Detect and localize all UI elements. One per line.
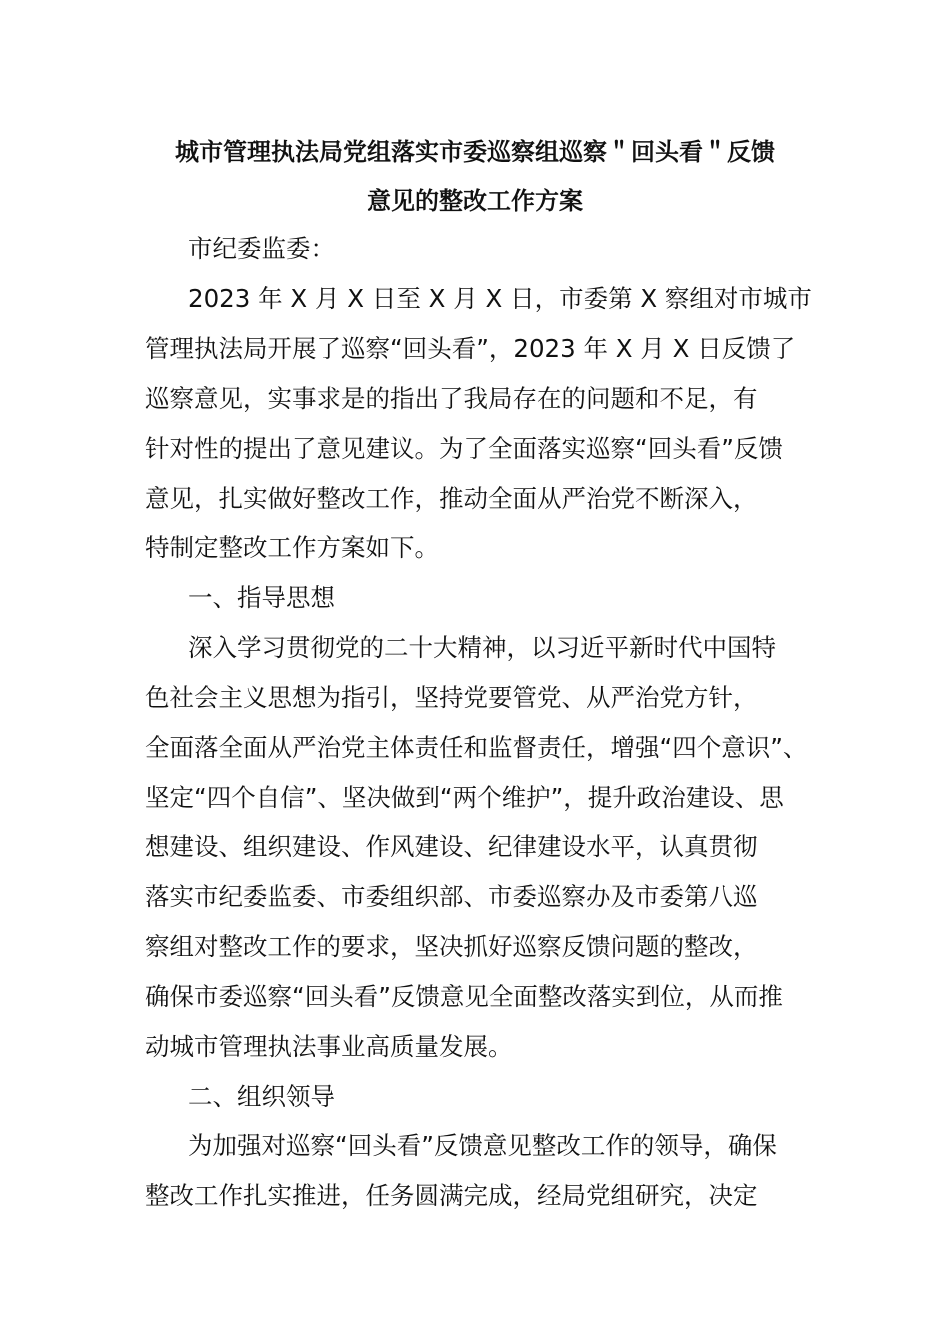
paragraph-line: 管理执法局开展了巡察“回头看”，2023 年 X 月 X 日反馈了 [145, 334, 796, 363]
paragraph-line: 确保市委巡察“回头看”反馈意见全面整改落实到位，从而推 [145, 982, 783, 1011]
paragraph-line: 深入学习贯彻党的二十大精神，以习近平新时代中国特 [188, 633, 776, 662]
paragraph-line: 全面落全面从严治党主体责任和监督责任，增强“四个意识”、 [145, 733, 808, 762]
paragraph-line: 察组对整改工作的要求，坚决抓好巡察反馈问题的整改， [145, 932, 758, 961]
section-heading-guiding-thought: 一、指导思想 [188, 583, 335, 612]
paragraph-line: 意见，扎实做好整改工作，推动全面从严治党不断深入， [145, 484, 758, 513]
salutation: 市纪委监委： [188, 234, 335, 263]
paragraph-line: 色社会主义思想为指引，坚持党要管党、从严治党方针， [145, 683, 758, 712]
paragraph-line: 针对性的提出了意见建议。为了全面落实巡察“回头看”反馈 [145, 434, 783, 463]
section-heading-organization: 二、组织领导 [188, 1082, 335, 1111]
document-title-line-2: 意见的整改工作方案 [367, 187, 583, 215]
paragraph-line: 动城市管理执法事业高质量发展。 [145, 1032, 513, 1061]
paragraph-line: 特制定整改工作方案如下。 [145, 533, 439, 562]
document-title-line-1: 城市管理执法局党组落实市委巡察组巡察＂回头看＂反馈 [175, 138, 775, 166]
paragraph-line: 整改工作扎实推进，任务圆满完成，经局党组研究，决定 [145, 1181, 758, 1210]
paragraph-line: 2023 年 X 月 X 日至 X 月 X 日，市委第 X 察组对市城市 [188, 284, 812, 313]
paragraph-line: 坚定“四个自信”、坚决做到“两个维护”，提升政治建设、思 [145, 783, 784, 812]
paragraph-line: 落实市纪委监委、市委组织部、市委巡察办及市委第八巡 [145, 882, 758, 911]
paragraph-line: 想建设、组织建设、作风建设、纪律建设水平，认真贯彻 [145, 832, 758, 861]
paragraph-line: 巡察意见，实事求是的指出了我局存在的问题和不足，有 [145, 384, 758, 413]
paragraph-line: 为加强对巡察“回头看”反馈意见整改工作的领导，确保 [188, 1131, 777, 1160]
